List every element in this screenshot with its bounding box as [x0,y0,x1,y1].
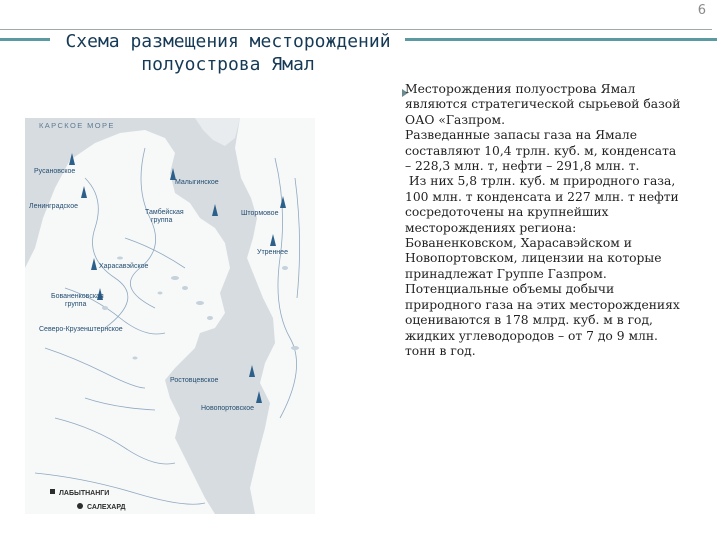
title-rule-right [405,38,717,41]
body-line: ОАО «Газпром. [405,112,506,127]
field-label-bovanenkovskaya-group: группа [65,301,87,308]
field-label-tambeyskaya-group: группа [151,217,173,224]
field-label-leningradskoe: Ленинградское [29,203,78,210]
body-line: Новопортовском, лицензии на которые [405,251,662,266]
land-top-east [195,118,240,146]
city-label-salekhard: САЛЕХАРД [87,504,126,511]
title-rule-left [0,38,50,41]
body-line: оцениваются в 178 млрд. куб. м в год, [405,313,653,328]
sea-label: КАРСКОЕ МОРЕ [39,121,115,130]
body-line: Из них 5,8 трлн. куб. м природного газа, [405,174,676,189]
land-west [25,130,230,514]
body-line: Бованенковском, Харасавэйском и [405,236,632,251]
slide-title [50,30,406,76]
body-line: тонн в год. [405,343,476,358]
title-line-2: полуострова Ямал [141,54,315,75]
field-label-shtormovoe: Штормовое [241,210,279,217]
map-graphic [25,118,315,514]
body-line: – 228,3 млн. т, нефти – 291,8 млн. т. [405,159,640,174]
slide-number: 6 [697,3,706,18]
rig-icon [212,204,218,216]
city-label-labytnangi: ЛАБЫТНАНГИ [59,490,110,497]
body-line: Разведанные запасы газа на Ямале [405,128,638,143]
field-label-tambeyskaya: Тамбейская [145,209,184,216]
city-marker [50,489,55,494]
body-text [405,82,695,359]
body-line: месторождениях региона: [405,220,577,235]
body-line: принадлежат Группе Газпром. [405,266,607,281]
field-label-bovanenkovskaya: Бованенковская [51,293,104,300]
land-east [235,118,315,514]
yamal-fields-map [25,118,315,514]
body-line: Месторождения полуострова Ямал [405,82,636,96]
city-marker [77,503,83,509]
body-line: сосредоточены на крупнейших [405,205,609,220]
rig-icon [249,365,255,377]
field-label-rostovtsevskoe: Ростовцевское [170,377,219,384]
field-label-utrennee: Утреннее [257,249,288,256]
body-line: составляют 10,4 трлн. куб. м, конденсата [405,143,677,158]
body-line: 100 млн. т конденсата и 227 млн. т нефти [405,189,679,204]
rig-icon [256,391,262,403]
body-line: Потенциальные объемы добычи [405,282,615,297]
field-label-rusanovskoe: Русановское [34,168,76,175]
title-line-1: Схема размещения месторождений [65,31,391,52]
field-label-severo-kruzenshternskoe: Северо-Крузенштернское [39,326,123,333]
body-line: природного газа на этих месторождениях [405,297,680,312]
top-bar [0,0,720,30]
body-line: являются стратегической сырьевой базой [405,97,681,112]
body-line: жидких углеводородов – от 7 до 9 млн. [405,328,658,343]
field-label-kharasaveyskoe: Харасавэйское [99,263,149,270]
field-label-novoportovskoe: Новопортовское [201,405,254,412]
field-label-malyginskoe: Малыгинское [175,179,219,186]
